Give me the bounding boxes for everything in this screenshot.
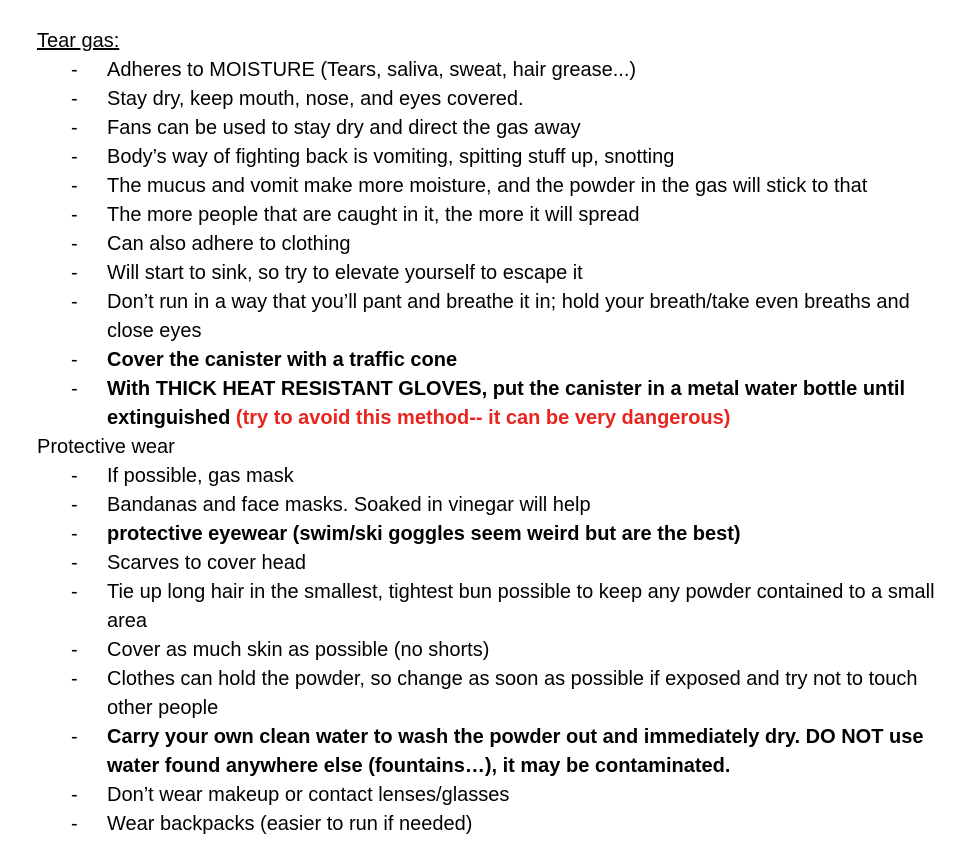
tear-gas-list	[37, 56, 947, 433]
list-item	[37, 462, 947, 491]
list-item-text: The more people that are caught in it, the more it will spread	[107, 204, 640, 226]
list-item	[37, 230, 947, 259]
list-item	[37, 56, 947, 85]
list-item	[37, 85, 947, 114]
list-item-text: protective eyewear (swim/ski goggles seem weird but are the best)	[107, 523, 741, 545]
bullet-dash: -	[71, 146, 78, 168]
bullet-dash: -	[71, 726, 78, 748]
bullet-dash: -	[71, 117, 78, 139]
list-item	[37, 665, 947, 723]
list-item-text: Can also adhere to clothing	[107, 233, 351, 255]
bullet-dash: -	[71, 204, 78, 226]
bullet-dash: -	[71, 813, 78, 835]
bullet-dash: -	[71, 233, 78, 255]
warning-note: (try to avoid this method-- it can be very dangerous)	[235, 407, 731, 429]
bullet-dash: -	[71, 349, 78, 371]
bullet-dash: -	[71, 784, 78, 806]
list-item-text: Body’s way of fighting back is vomiting, spitting stuff up, snotting	[107, 146, 675, 168]
bullet-dash: -	[71, 668, 78, 690]
list-item-text: Don’t run in a way that you’ll pant and breathe it in; hold your breath/take even breaths and close eyes	[107, 291, 910, 342]
section-heading-protective-wear: Protective wear	[37, 436, 175, 458]
list-item-text: The mucus and vomit make more moisture, and the powder in the gas will stick to that	[107, 175, 868, 197]
list-item	[37, 288, 947, 346]
document-body	[37, 27, 947, 839]
bullet-dash: -	[71, 494, 78, 516]
list-item-text: Adheres to MOISTURE (Tears, saliva, sweat, hair grease...)	[107, 59, 637, 81]
bullet-dash: -	[71, 465, 78, 487]
list-item-text: Carry your own clean water to wash the powder out and immediately dry. DO NOT use water found anywhere else (fountains…), it may be contaminated.	[107, 726, 924, 777]
list-item	[37, 723, 947, 781]
bullet-dash: -	[71, 88, 78, 110]
list-item	[37, 172, 947, 201]
list-item-text: Don’t wear makeup or contact lenses/glasses	[107, 784, 510, 806]
list-item	[37, 346, 947, 375]
list-item	[37, 636, 947, 665]
bullet-dash: -	[71, 378, 78, 400]
list-item-text: Tie up long hair in the smallest, tightest bun possible to keep any powder contained to a small area	[107, 581, 935, 632]
list-item	[37, 520, 947, 549]
list-item-text: Wear backpacks (easier to run if needed)	[107, 813, 473, 835]
list-item	[37, 143, 947, 172]
list-item-text: Cover as much skin as possible (no shorts)	[107, 639, 490, 661]
bullet-dash: -	[71, 581, 78, 603]
protective-wear-list	[37, 462, 947, 839]
list-item-text: Bandanas and face masks. Soaked in vinegar will help	[107, 494, 591, 516]
list-item-text: Clothes can hold the powder, so change as soon as possible if exposed and try not to touch other people	[107, 668, 918, 719]
list-item	[37, 781, 947, 810]
bullet-dash: -	[71, 639, 78, 661]
list-item	[37, 549, 947, 578]
list-item	[37, 201, 947, 230]
list-item	[37, 375, 947, 433]
list-item-text: Stay dry, keep mouth, nose, and eyes covered.	[107, 88, 524, 110]
list-item	[37, 114, 947, 143]
bullet-dash: -	[71, 59, 78, 81]
section-heading-tear-gas: Tear gas:	[37, 30, 120, 52]
bullet-dash: -	[71, 291, 78, 313]
list-item	[37, 491, 947, 520]
list-item-text: Fans can be used to stay dry and direct the gas away	[107, 117, 581, 139]
bullet-dash: -	[71, 523, 78, 545]
bullet-dash: -	[71, 262, 78, 284]
list-item-text: If possible, gas mask	[107, 465, 294, 487]
bullet-dash: -	[71, 175, 78, 197]
list-item-text: With THICK HEAT RESISTANT GLOVES, put the canister in a metal water bottle until extinguished	[107, 378, 906, 429]
list-item	[37, 259, 947, 288]
list-item	[37, 578, 947, 636]
list-item-text: Scarves to cover head	[107, 552, 306, 574]
list-item-text: Cover the canister with a traffic cone	[107, 349, 458, 371]
list-item	[37, 810, 947, 839]
bullet-dash: -	[71, 552, 78, 574]
list-item-text: Will start to sink, so try to elevate yourself to escape it	[107, 262, 583, 284]
